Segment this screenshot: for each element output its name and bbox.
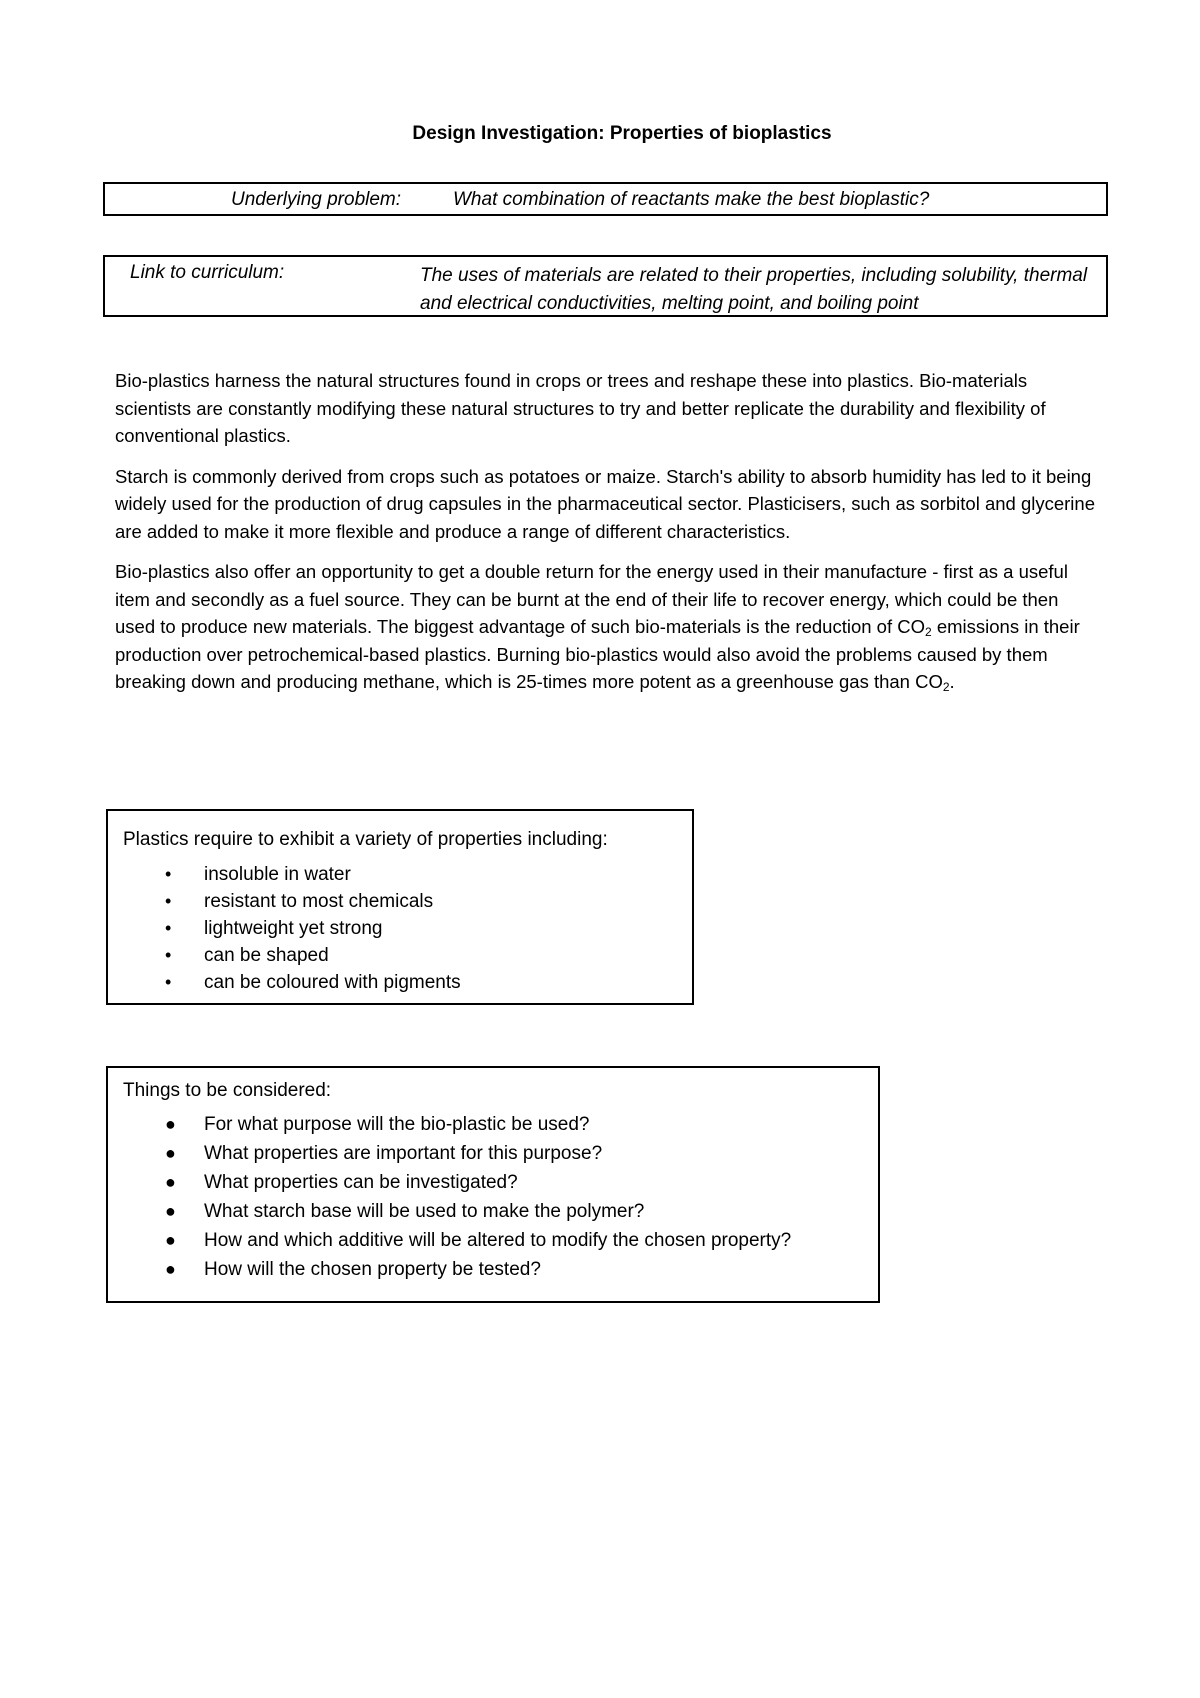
list-item (123, 888, 461, 915)
list-item (123, 915, 461, 942)
list-item (123, 969, 461, 996)
list-item (123, 942, 461, 969)
list-item-text: can be shaped (204, 945, 329, 966)
bullet-icon: • (165, 945, 172, 965)
considerations-list (123, 1110, 791, 1284)
underlying-problem-box (103, 182, 1108, 216)
intro-text (115, 367, 1100, 709)
list-item-text: How and which additive will be altered to modify the chosen property? (204, 1230, 792, 1251)
bullet-icon: ● (165, 1143, 176, 1163)
bullet-icon: ● (165, 1172, 176, 1192)
list-item-text: How will the chosen property be tested? (204, 1259, 541, 1280)
list-item-text: lightweight yet strong (204, 918, 383, 939)
paragraph-energy (115, 558, 1100, 696)
list-item (123, 1168, 791, 1197)
paragraph-energy-part2: emissions in their production over petrochemical-based plastics. Burning bio-plastics would also avoid the problems caused by them breaking down and producing methane, which is 25-times more potent as a greenhouse gas than CO (115, 616, 1080, 692)
list-item (123, 1110, 791, 1139)
list-item-text: resistant to most chemicals (204, 891, 434, 912)
bullet-icon: ● (165, 1259, 176, 1279)
list-item-text: insoluble in water (204, 864, 351, 885)
page-title: Design Investigation: Properties of bioplastics (412, 123, 832, 144)
considerations-heading: Things to be considered: (123, 1080, 332, 1101)
list-item-text: What starch base will be used to make the polymer? (204, 1201, 645, 1222)
bullet-icon: • (165, 918, 172, 938)
properties-heading: Plastics require to exhibit a variety of properties including: (123, 829, 608, 850)
list-item (123, 861, 461, 888)
curriculum-link-text: The uses of materials are related to their properties, including solubility, thermal and electrical conductivities, melting point, and boiling point (420, 265, 1088, 314)
list-item-text: What properties can be investigated? (204, 1172, 518, 1193)
underlying-problem-text: What combination of reactants make the best bioplastic? (453, 189, 930, 210)
properties-list (123, 861, 461, 996)
list-item (123, 1139, 791, 1168)
co2-subscript: 2 (942, 680, 950, 694)
bullet-icon: ● (165, 1201, 176, 1221)
bullet-icon: • (165, 972, 172, 992)
bullet-icon: ● (165, 1230, 176, 1250)
bullet-icon: ● (165, 1114, 176, 1134)
paragraph-bioplastics: Bio-plastics harness the natural structures found in crops or trees and reshape these into plastics. Bio-materials scientists are constantly modifying these natural structures to try and better replicate the durability and flexibility of conventional plastics. (115, 370, 1046, 446)
list-item (123, 1197, 791, 1226)
list-item (123, 1226, 791, 1255)
co2-subscript: 2 (925, 625, 932, 639)
properties-box (106, 809, 694, 1005)
curriculum-link-box (103, 255, 1108, 317)
list-item-text: can be coloured with pigments (204, 972, 461, 993)
paragraph-energy-part1: Bio-plastics also offer an opportunity to get a double return for the energy used in their manufacture - first as a useful item and secondly as a fuel source. They can be burnt at the end of their life to recover energy, which could be then used to produce new materials. The biggest advantage of such bio-materials is the reduction of CO (115, 561, 1068, 637)
list-item-text: For what purpose will the bio-plastic be used? (204, 1114, 590, 1135)
bullet-icon: • (165, 864, 172, 884)
paragraph-starch: Starch is commonly derived from crops such as potatoes or maize. Starch's ability to absorb humidity has led to it being widely used for the production of drug capsules in the pharmaceutical sector. Plasticisers, such as sorbitol and glycerine are added to make it more flexible and produce a range of different characteristics. (115, 465, 1095, 542)
bullet-icon: • (165, 891, 172, 911)
list-item (123, 1255, 791, 1284)
paragraph-energy-part3: . (949, 671, 955, 692)
considerations-box (106, 1066, 880, 1303)
list-item-text: What properties are important for this purpose? (204, 1143, 603, 1164)
curriculum-link-label: Link to curriculum: (130, 262, 285, 283)
underlying-problem-label: Underlying problem: (231, 189, 402, 210)
